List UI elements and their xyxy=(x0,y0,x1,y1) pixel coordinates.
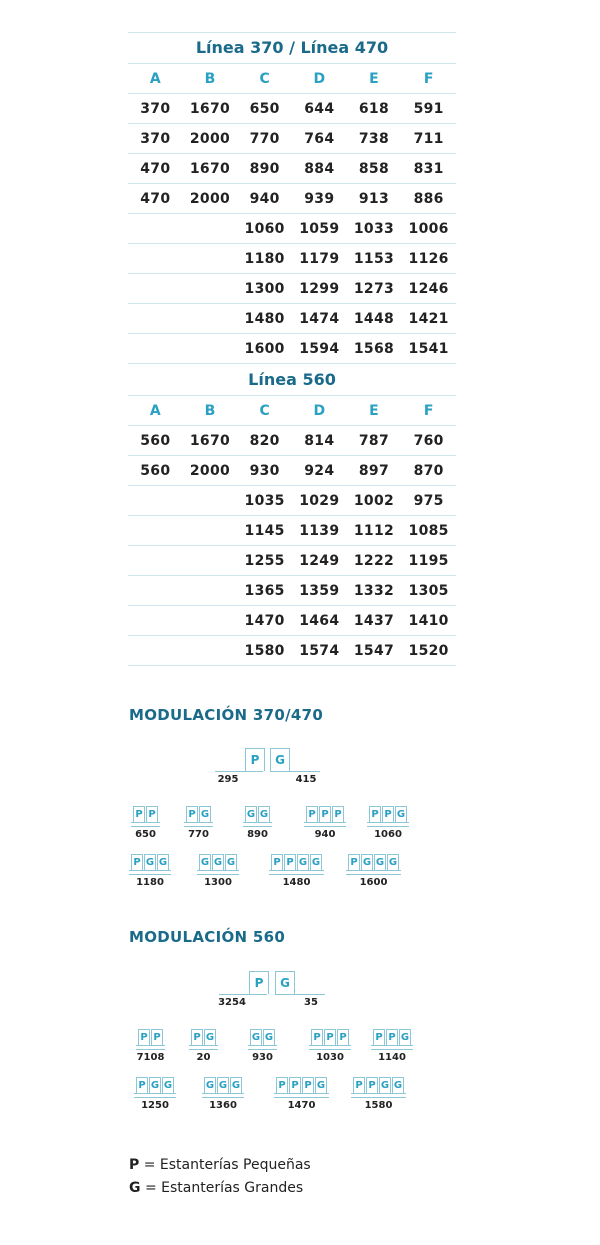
table-cell xyxy=(128,606,183,636)
shelf-unit: G xyxy=(263,1029,275,1045)
table-cell: 2000 xyxy=(183,184,238,214)
table-row xyxy=(128,456,456,486)
shelf-row xyxy=(276,1077,327,1093)
shelf-base-line xyxy=(131,826,160,827)
column-header: F xyxy=(401,64,456,94)
table-cell: 1246 xyxy=(401,274,456,304)
combination-dimension: 1030 xyxy=(316,1052,344,1063)
shelf-unit: P xyxy=(186,806,198,822)
shelf-unit: G xyxy=(374,854,386,870)
table-cell xyxy=(183,244,238,274)
shelf-base-line xyxy=(136,1045,165,1046)
table-cell: 1464 xyxy=(292,606,347,636)
table-cell xyxy=(128,516,183,546)
table-cell xyxy=(183,304,238,334)
table-row xyxy=(128,184,456,214)
table-cell: 897 xyxy=(347,456,402,486)
combination-dimension: 770 xyxy=(188,829,209,840)
table-cell: 770 xyxy=(237,124,292,154)
shelf-unit: P xyxy=(146,806,158,822)
shelf-base-line xyxy=(346,870,401,871)
column-header: D xyxy=(292,64,347,94)
shelf-unit: G xyxy=(361,854,373,870)
table-cell: 1249 xyxy=(292,546,347,576)
table-cell xyxy=(128,274,183,304)
table-cell: 913 xyxy=(347,184,402,214)
unit-module: P xyxy=(245,748,265,771)
column-header: C xyxy=(237,64,292,94)
shelf-unit: P xyxy=(284,854,296,870)
shelf-combination xyxy=(276,1077,327,1111)
shelf-combination xyxy=(133,806,158,840)
shelf-base-line xyxy=(346,874,401,875)
shelf-combination xyxy=(271,854,322,888)
shelf-unit: G xyxy=(297,854,309,870)
table-cell: 560 xyxy=(128,426,183,456)
table-cell: 1365 xyxy=(237,576,292,606)
shelf-unit: G xyxy=(199,806,211,822)
table-cell: 924 xyxy=(292,456,347,486)
shelf-combination xyxy=(306,806,344,840)
table-row xyxy=(128,576,456,606)
table-row xyxy=(128,486,456,516)
shelf-unit: P xyxy=(373,1029,385,1045)
table-title: Línea 370 / Línea 470 xyxy=(128,32,456,64)
table-cell: 1305 xyxy=(401,576,456,606)
combination-dimension: 7108 xyxy=(136,1052,165,1063)
unit-module-base xyxy=(215,771,263,772)
table-cell: 1033 xyxy=(347,214,402,244)
section-title-mod-560: MODULACIÓN 560 xyxy=(129,928,286,946)
column-header: A xyxy=(128,396,183,426)
shelf-unit: G xyxy=(310,854,322,870)
table-cell: 1112 xyxy=(347,516,402,546)
legend-text: = Estanterías Grandes xyxy=(140,1180,304,1196)
shelf-unit: P xyxy=(382,806,394,822)
shelf-unit: P xyxy=(337,1029,349,1045)
shelf-row xyxy=(373,1029,411,1045)
shelf-row xyxy=(311,1029,349,1045)
table-row xyxy=(128,334,456,364)
section-title-mod-370-470: MODULACIÓN 370/470 xyxy=(129,706,324,724)
shelf-base-line xyxy=(248,1049,277,1050)
table-cell: 1002 xyxy=(347,486,402,516)
table-cell: 1035 xyxy=(237,486,292,516)
table-row xyxy=(128,154,456,184)
shelf-unit: P xyxy=(306,806,318,822)
combination-dimension: 1180 xyxy=(136,877,164,888)
shelf-combination xyxy=(136,1029,165,1063)
shelf-unit: G xyxy=(250,1029,262,1045)
table-cell: 1670 xyxy=(183,154,238,184)
shelf-base-line xyxy=(197,874,239,875)
unit-module: G xyxy=(275,971,295,994)
shelf-unit: P xyxy=(289,1077,301,1093)
table-cell: 760 xyxy=(401,426,456,456)
column-header: E xyxy=(347,64,402,94)
shelf-unit: P xyxy=(271,854,283,870)
table-row xyxy=(128,304,456,334)
combination-dimension: 1480 xyxy=(282,877,311,888)
unit-module-base xyxy=(270,771,320,772)
table-cell: 930 xyxy=(237,456,292,486)
column-header: F xyxy=(401,396,456,426)
table-cell xyxy=(128,214,183,244)
table-linea-370-470 xyxy=(128,32,456,364)
table-cell: 940 xyxy=(237,184,292,214)
table-cell xyxy=(183,334,238,364)
shelf-base-line xyxy=(129,870,171,871)
table-cell: 591 xyxy=(401,94,456,124)
combination-dimension: 890 xyxy=(247,829,268,840)
table-cell: 644 xyxy=(292,94,347,124)
shelf-unit: G xyxy=(395,806,407,822)
table-cell: 1060 xyxy=(237,214,292,244)
shelf-combination xyxy=(373,1029,411,1063)
table-cell: 1470 xyxy=(237,606,292,636)
table-cell xyxy=(128,304,183,334)
shelf-unit: G xyxy=(217,1077,229,1093)
shelf-combination xyxy=(191,1029,216,1063)
table-cell: 1541 xyxy=(401,334,456,364)
shelf-unit: G xyxy=(387,854,399,870)
table-row xyxy=(128,274,456,304)
table-row xyxy=(128,94,456,124)
table-cell: 1474 xyxy=(292,304,347,334)
combination-dimension: 20 xyxy=(196,1052,211,1063)
shelf-row xyxy=(306,806,344,822)
shelf-combination xyxy=(186,806,211,840)
shelf-combination xyxy=(369,806,407,840)
table-cell: 2000 xyxy=(183,456,238,486)
shelf-unit: G xyxy=(204,1077,216,1093)
legend-key: P xyxy=(129,1157,140,1173)
shelf-unit: P xyxy=(366,1077,378,1093)
shelf-row xyxy=(131,854,169,870)
table-cell: 1437 xyxy=(347,606,402,636)
shelf-base-line xyxy=(202,1093,244,1094)
table-cell: 1594 xyxy=(292,334,347,364)
shelf-base-line xyxy=(243,822,272,823)
table-row xyxy=(128,636,456,666)
unit-module-base xyxy=(219,994,267,995)
shelf-unit: P xyxy=(136,1077,148,1093)
table-cell: 1448 xyxy=(347,304,402,334)
table-cell xyxy=(183,606,238,636)
table-cell: 1085 xyxy=(401,516,456,546)
table-cell: 1195 xyxy=(401,546,456,576)
table-cell: 886 xyxy=(401,184,456,214)
shelf-base-line xyxy=(274,1097,329,1098)
combination-dimension: 1360 xyxy=(209,1100,237,1111)
table-cell: 1139 xyxy=(292,516,347,546)
table-cell: 1145 xyxy=(237,516,292,546)
table-row xyxy=(128,546,456,576)
table-cell xyxy=(183,274,238,304)
shelf-unit: G xyxy=(144,854,156,870)
shelf-unit: P xyxy=(138,1029,150,1045)
shelf-unit: P xyxy=(302,1077,314,1093)
legend-key: G xyxy=(129,1180,141,1196)
table-cell: 1332 xyxy=(347,576,402,606)
shelf-row xyxy=(133,806,158,822)
shelf-base-line xyxy=(309,1045,351,1046)
shelf-unit: P xyxy=(386,1029,398,1045)
table-cell: 831 xyxy=(401,154,456,184)
shelf-unit: P xyxy=(353,1077,365,1093)
table-row xyxy=(128,606,456,636)
combination-dimension: 1250 xyxy=(141,1100,169,1111)
shelf-unit: P xyxy=(133,806,145,822)
shelf-unit: G xyxy=(199,854,211,870)
table-row xyxy=(128,214,456,244)
table-cell: 820 xyxy=(237,426,292,456)
table-row xyxy=(128,516,456,546)
table-cell xyxy=(183,546,238,576)
column-header: E xyxy=(347,396,402,426)
shelf-row xyxy=(138,1029,163,1045)
table-cell: 1222 xyxy=(347,546,402,576)
legend-text: = Estanterías Pequeñas xyxy=(139,1157,311,1173)
table-cell: 1006 xyxy=(401,214,456,244)
shelf-unit: G xyxy=(162,1077,174,1093)
column-header: A xyxy=(128,64,183,94)
unit-module-base xyxy=(275,994,325,995)
shelf-unit: G xyxy=(379,1077,391,1093)
table-title: Línea 560 xyxy=(128,364,456,396)
table-cell: 370 xyxy=(128,94,183,124)
table-cell: 814 xyxy=(292,426,347,456)
shelf-base-line xyxy=(304,826,346,827)
table-cell xyxy=(183,516,238,546)
table-linea-560 xyxy=(128,364,456,666)
shelf-base-line xyxy=(371,1049,413,1050)
shelf-unit: G xyxy=(315,1077,327,1093)
shelf-unit: G xyxy=(204,1029,216,1045)
shelf-unit: G xyxy=(212,854,224,870)
combination-dimension: 1470 xyxy=(287,1100,316,1111)
table-cell: 1179 xyxy=(292,244,347,274)
shelf-row xyxy=(186,806,211,822)
shelf-combination xyxy=(245,806,270,840)
table-cell: 1670 xyxy=(183,94,238,124)
shelf-combination xyxy=(199,854,237,888)
shelf-base-line xyxy=(136,1049,165,1050)
column-header: D xyxy=(292,396,347,426)
table-cell: 1410 xyxy=(401,606,456,636)
table-cell: 650 xyxy=(237,94,292,124)
table-cell: 1547 xyxy=(347,636,402,666)
table-cell: 1300 xyxy=(237,274,292,304)
shelf-base-line xyxy=(248,1045,277,1046)
table-cell: 1180 xyxy=(237,244,292,274)
shelf-unit: P xyxy=(311,1029,323,1045)
table-cell: 787 xyxy=(347,426,402,456)
shelf-base-line xyxy=(184,822,213,823)
shelf-combination xyxy=(136,1077,174,1111)
table-cell: 1153 xyxy=(347,244,402,274)
unit-module-dimension: 415 xyxy=(295,774,317,785)
table-row xyxy=(128,244,456,274)
shelf-unit: P xyxy=(332,806,344,822)
shelf-unit: P xyxy=(276,1077,288,1093)
combination-dimension: 1580 xyxy=(364,1100,393,1111)
table-cell: 1580 xyxy=(237,636,292,666)
shelf-combination xyxy=(353,1077,404,1111)
shelf-unit: P xyxy=(348,854,360,870)
table-cell xyxy=(183,636,238,666)
shelf-base-line xyxy=(134,1097,176,1098)
shelf-unit: G xyxy=(225,854,237,870)
table-cell: 711 xyxy=(401,124,456,154)
table-cell: 1520 xyxy=(401,636,456,666)
shelf-row xyxy=(348,854,399,870)
shelf-base-line xyxy=(309,1049,351,1050)
combination-dimension: 940 xyxy=(314,829,336,840)
table-cell: 1059 xyxy=(292,214,347,244)
shelf-base-line xyxy=(184,826,213,827)
table-cell: 1359 xyxy=(292,576,347,606)
shelf-combination xyxy=(311,1029,349,1063)
column-header: B xyxy=(183,64,238,94)
table-cell: 764 xyxy=(292,124,347,154)
unit-module-dimension: 295 xyxy=(217,774,239,785)
shelf-row xyxy=(353,1077,404,1093)
table-cell: 884 xyxy=(292,154,347,184)
table-cell: 1126 xyxy=(401,244,456,274)
shelf-base-line xyxy=(134,1093,176,1094)
table-cell: 1480 xyxy=(237,304,292,334)
combination-dimension: 1140 xyxy=(378,1052,406,1063)
table-row xyxy=(128,426,456,456)
combination-dimension: 1600 xyxy=(359,877,388,888)
shelf-base-line xyxy=(274,1093,329,1094)
table-cell: 370 xyxy=(128,124,183,154)
shelf-base-line xyxy=(197,870,239,871)
shelf-base-line xyxy=(304,822,346,823)
table-cell: 975 xyxy=(401,486,456,516)
shelf-base-line xyxy=(371,1045,413,1046)
shelf-base-line xyxy=(269,870,324,871)
table-cell: 1568 xyxy=(347,334,402,364)
table-cell: 2000 xyxy=(183,124,238,154)
shelf-row xyxy=(369,806,407,822)
shelf-unit: G xyxy=(399,1029,411,1045)
table-cell: 560 xyxy=(128,456,183,486)
combination-dimension: 1300 xyxy=(204,877,232,888)
table-cell: 890 xyxy=(237,154,292,184)
table-cell xyxy=(183,576,238,606)
shelf-row xyxy=(199,854,237,870)
table-cell xyxy=(183,214,238,244)
unit-module: P xyxy=(249,971,269,994)
table-cell: 618 xyxy=(347,94,402,124)
table-cell: 858 xyxy=(347,154,402,184)
shelf-unit: P xyxy=(151,1029,163,1045)
table-cell: 1670 xyxy=(183,426,238,456)
shelf-row xyxy=(250,1029,275,1045)
table-cell: 1600 xyxy=(237,334,292,364)
shelf-combination xyxy=(348,854,399,888)
shelf-unit: P xyxy=(369,806,381,822)
shelf-base-line xyxy=(367,826,409,827)
column-header: C xyxy=(237,396,292,426)
table-cell: 470 xyxy=(128,184,183,214)
shelf-row xyxy=(204,1077,242,1093)
shelf-unit: G xyxy=(392,1077,404,1093)
table-cell: 1421 xyxy=(401,304,456,334)
shelf-combination xyxy=(204,1077,242,1111)
table-cell xyxy=(183,486,238,516)
combination-dimension: 650 xyxy=(135,829,156,840)
shelf-base-line xyxy=(269,874,324,875)
table-cell xyxy=(128,244,183,274)
shelf-unit: G xyxy=(157,854,169,870)
column-header: B xyxy=(183,396,238,426)
table-cell: 1574 xyxy=(292,636,347,666)
shelf-unit: G xyxy=(245,806,257,822)
table-cell: 1273 xyxy=(347,274,402,304)
table-row xyxy=(128,124,456,154)
legend-item-p xyxy=(129,1157,311,1173)
table-cell xyxy=(128,486,183,516)
shelf-row xyxy=(271,854,322,870)
shelf-unit: G xyxy=(258,806,270,822)
shelf-combination xyxy=(131,854,169,888)
table-cell: 939 xyxy=(292,184,347,214)
table-cell: 470 xyxy=(128,154,183,184)
shelf-unit: P xyxy=(131,854,143,870)
table-cell xyxy=(128,636,183,666)
combination-dimension: 1060 xyxy=(374,829,402,840)
shelf-row xyxy=(136,1077,174,1093)
shelf-base-line xyxy=(189,1049,218,1050)
shelf-row xyxy=(245,806,270,822)
shelf-base-line xyxy=(129,874,171,875)
combination-dimension: 930 xyxy=(252,1052,273,1063)
table-cell: 1029 xyxy=(292,486,347,516)
shelf-base-line xyxy=(202,1097,244,1098)
shelf-unit: P xyxy=(191,1029,203,1045)
shelf-unit: P xyxy=(324,1029,336,1045)
legend-item-g xyxy=(129,1180,303,1196)
table-cell xyxy=(128,576,183,606)
shelf-unit: G xyxy=(230,1077,242,1093)
unit-module-dimension: 3254 xyxy=(218,997,246,1008)
table-cell: 1255 xyxy=(237,546,292,576)
table-cell: 870 xyxy=(401,456,456,486)
shelf-combination xyxy=(250,1029,275,1063)
unit-module: G xyxy=(270,748,290,771)
table-cell xyxy=(128,546,183,576)
table-cell: 1299 xyxy=(292,274,347,304)
shelf-unit: P xyxy=(319,806,331,822)
shelf-unit: G xyxy=(149,1077,161,1093)
shelf-base-line xyxy=(351,1093,406,1094)
shelf-base-line xyxy=(351,1097,406,1098)
shelf-base-line xyxy=(189,1045,218,1046)
unit-module-dimension: 35 xyxy=(304,997,318,1008)
table-cell: 738 xyxy=(347,124,402,154)
shelf-base-line xyxy=(243,826,272,827)
shelf-base-line xyxy=(131,822,160,823)
table-cell xyxy=(128,334,183,364)
shelf-base-line xyxy=(367,822,409,823)
shelf-row xyxy=(191,1029,216,1045)
